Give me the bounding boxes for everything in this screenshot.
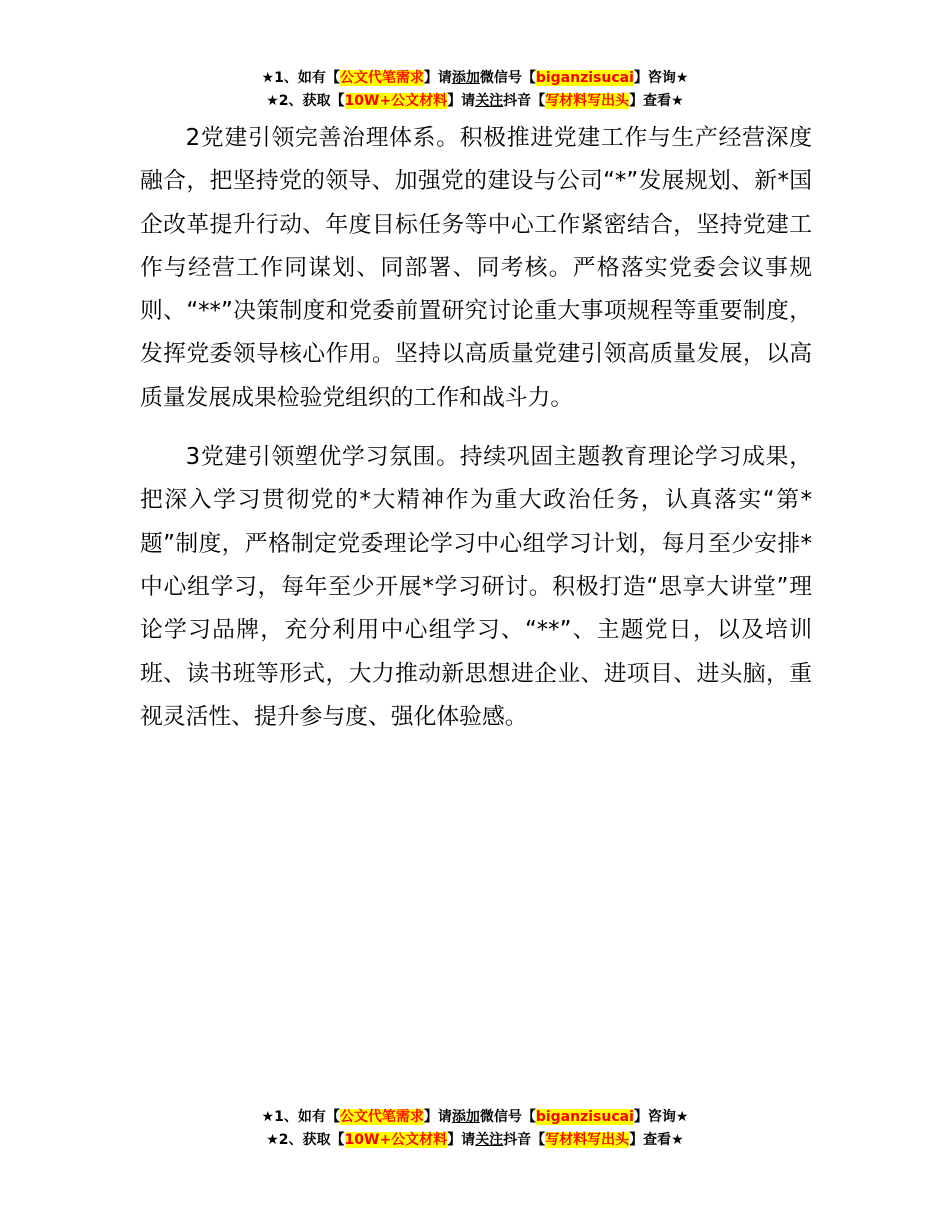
materials-highlight: 10W+公文材料	[344, 1132, 448, 1148]
footer-line2-prefix: ★2、获取【	[266, 1132, 345, 1148]
footer-line1-suffix: 】咨询★	[633, 1109, 689, 1125]
footer-line-2	[0, 1129, 950, 1152]
footer-line1-mid1: 】请	[423, 1109, 452, 1125]
header-line1-mid2: 微信号【	[479, 70, 536, 86]
footer-line1-mid2: 微信号【	[479, 1109, 536, 1125]
douyin-id-highlight: 写材料写出头	[545, 1132, 630, 1148]
header-line1-suffix: 】咨询★	[633, 70, 689, 86]
footer-line1-emph: 添加	[451, 1109, 480, 1125]
header-line-2	[0, 90, 950, 113]
header-line1-prefix: ★1、如有【	[261, 70, 340, 86]
wechat-id-highlight: biganzisucai	[535, 1109, 634, 1125]
header-line2-prefix: ★2、获取【	[266, 93, 345, 109]
header-line2-mid2: 抖音【	[503, 93, 546, 109]
paragraph-learning: 3党建引领塑优学习氛围。持续巩固主题教育理论学习成果，把深入学习贯彻党的*大精神作为重大政治任务，认真落实“第*题”制度，严格制定党委理论学习中心组学习计划，每月至少安排*中心组学习，每年至少开展*学习研讨。积极打造“思享大讲堂”理论学习品牌，充分利用中心组学习、“**”、主题党日，以及培训班、读书班等形式，大力推动新思想进企业、进项目、进头脑，重视灵活性、提升参与度、强化体验感。	[140, 444, 812, 730]
document-body	[140, 117, 812, 739]
footer-line2-suffix: 】查看★	[629, 1132, 684, 1148]
header-banner	[0, 67, 950, 113]
header-line-1	[0, 67, 950, 90]
footer-banner	[0, 1106, 950, 1152]
footer-line2-mid1: 】请	[447, 1132, 476, 1148]
footer-line1-prefix: ★1、如有【	[261, 1109, 340, 1125]
header-line1-emph: 添加	[451, 70, 480, 86]
douyin-id-highlight: 写材料写出头	[545, 93, 630, 109]
service-highlight: 公文代笔需求	[339, 1109, 424, 1125]
materials-highlight: 10W+公文材料	[344, 93, 448, 109]
header-line2-suffix: 】查看★	[629, 93, 684, 109]
header-line1-mid1: 】请	[423, 70, 452, 86]
header-line2-mid1: 】请	[447, 93, 476, 109]
footer-line-1	[0, 1106, 950, 1129]
footer-line2-emph: 关注	[475, 1132, 504, 1148]
header-line2-emph: 关注	[475, 93, 504, 109]
wechat-id-highlight: biganzisucai	[535, 70, 634, 86]
paragraph-governance: 2党建引领完善治理体系。积极推进党建工作与生产经营深度融合，把坚持党的领导、加强党的建设与公司“*”发展规划、新*国企改革提升行动、年度目标任务等中心工作紧密结合，坚持党建工作与经营工作同谋划、同部署、同考核。严格落实党委会议事规则、“**”决策制度和党委前置研究讨论重大事项规程等重要制度，发挥党委领导核心作用。坚持以高质量党建引领高质量发展，以高质量发展成果检验党组织的工作和战斗力。	[140, 125, 812, 411]
footer-line2-mid2: 抖音【	[503, 1132, 546, 1148]
service-highlight: 公文代笔需求	[339, 70, 424, 86]
